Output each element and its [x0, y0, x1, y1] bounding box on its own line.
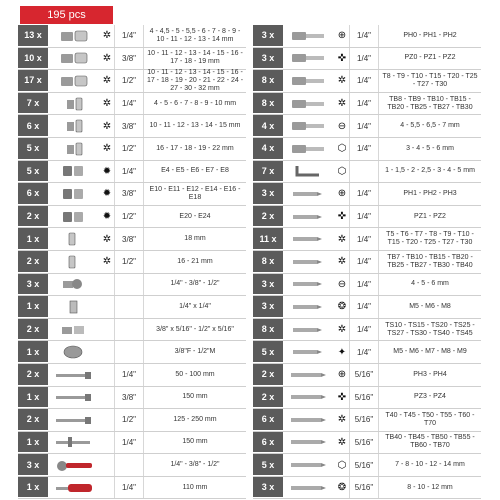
torx-icon: ✲: [337, 436, 347, 448]
empty-symbol: [100, 274, 114, 296]
socket-long-icon: [48, 115, 100, 137]
size-range-cell: 1/4" x 1/4": [179, 302, 211, 310]
drive-size-cell: 1/4": [349, 319, 379, 341]
size-range-cell: PZ3 - PZ4: [414, 393, 446, 401]
size-range-cell: M5 - M6 - M7 - M8 - M9: [393, 348, 467, 356]
quantity-cell: 13 x: [18, 25, 48, 47]
socket-short-icon: [48, 48, 100, 70]
size-range-cell: PH0 - PH1 - PH2: [403, 31, 457, 39]
table-row: [18, 296, 246, 319]
socket-e-icon: [48, 161, 100, 183]
table-row: [253, 454, 481, 477]
quantity-cell: 8 x: [253, 70, 283, 92]
size-range-cell: PH1 - PH2 - PH3: [403, 189, 457, 197]
table-row: [18, 477, 246, 500]
size-range-cell: T5 - T6 - T7 - T8 - T9 - T10 - T15 - T20 - T25 - T27 - T30: [386, 231, 474, 247]
size-range-cell: PH3 - PH4: [413, 370, 447, 378]
size-range-cell: 3 - 4 - 5 - 6 mm: [406, 144, 454, 152]
quantity-cell: 5 x: [18, 161, 48, 183]
e-torx-icon: ✹: [102, 165, 112, 177]
drive-size-cell: 1/4": [114, 25, 144, 47]
drive-size-cell: 5/16": [349, 364, 379, 386]
torx-icon: ✲: [102, 75, 112, 87]
torx-icon: ✲: [337, 233, 347, 245]
bit-long-icon: [283, 477, 335, 499]
drive-size-cell: 1/4": [114, 364, 144, 386]
torx-icon: ✲: [337, 75, 347, 87]
size-range-cell: 4 - 5,5 - 6,5 - 7 mm: [400, 122, 460, 130]
pozidriv-icon: ✜: [337, 52, 347, 64]
drive-size-cell: [114, 319, 144, 341]
quantity-cell: 3 x: [18, 454, 48, 476]
bit-long-icon: [283, 387, 335, 409]
drive-size-cell: 1/2": [114, 70, 144, 92]
quantity-cell: 6 x: [18, 183, 48, 205]
drive-size-cell: 5/16": [349, 477, 379, 499]
phillips-icon: ⊕: [337, 30, 347, 42]
size-range-cell: 1/4" - 3/8" - 1/2": [170, 280, 220, 288]
torx-icon: ✲: [337, 256, 347, 268]
socket-short-icon: [48, 25, 100, 47]
drive-size-cell: 5/16": [349, 387, 379, 409]
hex-icon: ⬡: [337, 143, 347, 155]
torx-icon: ✲: [337, 324, 347, 336]
quantity-cell: 2 x: [253, 206, 283, 228]
table-row: [253, 387, 481, 410]
size-range-cell: 3/8"F - 1/2"M: [174, 348, 216, 356]
socket-long-icon: [48, 93, 100, 115]
torx-icon: ✲: [102, 256, 112, 268]
quantity-cell: 4 x: [253, 138, 283, 160]
table-row: [253, 93, 481, 116]
drive-size-cell: 1/2": [114, 251, 144, 273]
quantity-cell: 1 x: [18, 296, 48, 318]
socket-long-icon: [48, 138, 100, 160]
size-range-cell: PZ0 - PZ1 - PZ2: [404, 54, 456, 62]
size-range-cell: 16 - 17 - 18 - 19 - 22 mm: [156, 144, 234, 152]
bit-socket-icon: [283, 25, 335, 47]
spark-plug-socket-icon: [48, 228, 100, 250]
bit-icon: [283, 251, 335, 273]
e-torx-icon: ✹: [102, 211, 112, 223]
bit-long-icon: [283, 409, 335, 431]
quantity-cell: 2 x: [18, 364, 48, 386]
t-handle-icon: [48, 432, 100, 454]
drive-size-cell: 1/4": [349, 183, 379, 205]
drive-size-cell: 5/16": [349, 432, 379, 454]
table-row: [253, 341, 481, 364]
drive-size-cell: 3/8": [114, 183, 144, 205]
quantity-cell: 10 x: [18, 48, 48, 70]
table-row: [18, 138, 246, 161]
size-range-cell: E4 - E5 - E6 - E7 - E8: [161, 167, 229, 175]
bit-socket-icon: [283, 138, 335, 160]
drive-size-cell: 1/4": [349, 274, 379, 296]
quantity-cell: 2 x: [18, 409, 48, 431]
spline-icon: ❂: [337, 301, 347, 313]
size-range-cell: 10 - 11 - 12 - 13 - 14 - 15 - 16 - 17 - 18 - 19 - 20 - 21 - 22 - 24 - 27 - 30 - 32 mm: [146, 68, 244, 92]
bit-icon: [283, 183, 335, 205]
drive-size-cell: [349, 161, 379, 183]
size-range-cell: 4 - 5 - 6 mm: [411, 280, 449, 288]
phillips-icon: ⊕: [337, 188, 347, 200]
pozidriv-icon: ✜: [337, 391, 347, 403]
size-range-cell: 1/4" - 3/8" - 1/2": [170, 461, 220, 469]
table-row: [253, 206, 481, 229]
bit-socket-icon: [283, 93, 335, 115]
table-row: [253, 48, 481, 71]
quantity-cell: 5 x: [253, 454, 283, 476]
quantity-cell: 5 x: [18, 138, 48, 160]
bit-socket-icon: [283, 70, 335, 92]
bit-socket-icon: [283, 115, 335, 137]
socket-e-icon: [48, 206, 100, 228]
drive-size-cell: 1/4": [349, 48, 379, 70]
table-row: [253, 115, 481, 138]
quantity-cell: 11 x: [253, 228, 283, 250]
drive-size-cell: 1/4": [114, 432, 144, 454]
torx-icon: ✲: [102, 98, 112, 110]
drive-size-cell: 1/4": [349, 93, 379, 115]
bit-long-icon: [283, 454, 335, 476]
table-row: [18, 432, 246, 455]
table-row: [18, 228, 246, 251]
size-range-cell: M5 - M6 - M8: [409, 302, 451, 310]
size-range-cell: E20 - E24: [179, 212, 211, 220]
drive-size-cell: 1/4": [349, 228, 379, 250]
slotted-icon: ⊖: [337, 120, 347, 132]
drive-size-cell: [114, 454, 144, 476]
table-row: [253, 228, 481, 251]
size-range-cell: 16 - 21 mm: [177, 257, 213, 265]
torx-icon: ✲: [102, 30, 112, 42]
drive-size-cell: [114, 296, 144, 318]
table-row: [18, 251, 246, 274]
size-range-cell: 1 - 1,5 - 2 - 2,5 - 3 - 4 - 5 mm: [385, 167, 475, 175]
table-row: [18, 387, 246, 410]
hex-key-icon: [283, 161, 335, 183]
quantity-cell: 3 x: [253, 274, 283, 296]
drive-size-cell: 3/8": [114, 115, 144, 137]
size-range-cell: 4 - 4,5 - 5 - 5,5 - 6 - 7 - 8 - 9 - 10 - 11 - 12 - 13 - 14 mm: [149, 27, 241, 43]
size-range-cell: 110 mm: [182, 483, 208, 491]
size-range-cell: T40 - T45 - T50 - T55 - T60 - T70: [385, 411, 475, 427]
phillips-icon: ⊕: [337, 369, 347, 381]
extension-bar-icon: [48, 364, 100, 386]
empty-symbol: [100, 296, 114, 318]
drive-size-cell: 1/4": [349, 138, 379, 160]
table-row: [253, 183, 481, 206]
size-range-cell: TB8 - TB9 - TB10 - TB15 - TB20 - TB25 - TB27 - TB30: [387, 95, 473, 111]
table-row: [253, 432, 481, 455]
drive-size-cell: 1/4": [349, 115, 379, 137]
spline-icon: ❂: [337, 482, 347, 494]
quantity-cell: 7 x: [253, 161, 283, 183]
quantity-cell: 6 x: [18, 115, 48, 137]
table-row: [18, 274, 246, 297]
pozidriv-icon: ✜: [337, 211, 347, 223]
table-row: [253, 251, 481, 274]
reducer-icon: [48, 341, 100, 363]
quantity-cell: 8 x: [253, 251, 283, 273]
empty-symbol: [100, 409, 114, 431]
table-row: [18, 115, 246, 138]
empty-symbol: [100, 477, 114, 499]
size-range-cell: 7 - 8 - 10 - 12 - 14 mm: [395, 461, 465, 469]
table-row: [18, 409, 246, 432]
size-range-cell: 3/8" x 5/16" - 1/2" x 5/16": [156, 325, 234, 333]
left-column: [18, 25, 246, 499]
bit-icon: [283, 341, 335, 363]
drive-size-cell: 1/4": [114, 477, 144, 499]
size-range-cell: 150 mm: [182, 393, 208, 401]
table-row: [253, 364, 481, 387]
quantity-cell: 5 x: [253, 341, 283, 363]
size-range-cell: 8 - 10 - 12 mm: [407, 483, 453, 491]
drive-size-cell: 3/8": [114, 387, 144, 409]
drive-size-cell: 5/16": [349, 409, 379, 431]
quantity-cell: 3 x: [253, 296, 283, 318]
quantity-cell: 3 x: [18, 274, 48, 296]
extension-bar-icon: [48, 409, 100, 431]
quantity-cell: 4 x: [253, 115, 283, 137]
table-row: [18, 161, 246, 184]
spark-plug-socket-icon: [48, 251, 100, 273]
table-row: [253, 161, 481, 184]
empty-symbol: [100, 319, 114, 341]
drive-size-cell: 5/16": [349, 454, 379, 476]
torx-icon: ✲: [337, 414, 347, 426]
table-row: [253, 319, 481, 342]
drive-size-cell: 1/2": [114, 409, 144, 431]
quantity-cell: 1 x: [18, 387, 48, 409]
drive-size-cell: 1/4": [349, 296, 379, 318]
size-range-cell: 4 - 5 - 6 - 7 - 8 - 9 - 10 mm: [153, 99, 237, 107]
e-torx-icon: ✹: [102, 188, 112, 200]
size-range-cell: 50 - 100 mm: [175, 370, 215, 378]
quantity-cell: 2 x: [253, 387, 283, 409]
slotted-icon: ⊖: [337, 278, 347, 290]
empty-symbol: [100, 341, 114, 363]
screwdriver-handle-icon: [48, 477, 100, 499]
bit-icon: [283, 274, 335, 296]
torx-icon: ✲: [102, 143, 112, 155]
piece-count-badge: 195 pcs: [20, 6, 113, 24]
drive-size-cell: 1/4": [349, 341, 379, 363]
bit-long-icon: [283, 364, 335, 386]
ratchet-icon: [48, 454, 100, 476]
hex-icon: ⬡: [337, 459, 347, 471]
size-range-cell: TB40 - TB45 - TB50 - TB55 - TB60 - TB70: [385, 434, 475, 450]
table-row: [253, 274, 481, 297]
quantity-cell: 1 x: [18, 477, 48, 499]
empty-symbol: [100, 387, 114, 409]
table-row: [18, 364, 246, 387]
drive-size-cell: 1/2": [114, 138, 144, 160]
bit-long-icon: [283, 432, 335, 454]
quantity-cell: 2 x: [18, 251, 48, 273]
right-column: [253, 25, 481, 499]
drive-size-cell: 1/4": [114, 161, 144, 183]
quantity-cell: 3 x: [253, 25, 283, 47]
drive-size-cell: 1/4": [349, 206, 379, 228]
extension-bar-icon: [48, 387, 100, 409]
quantity-cell: 6 x: [253, 432, 283, 454]
drive-size-cell: 1/4": [349, 70, 379, 92]
empty-symbol: [100, 454, 114, 476]
table-row: [253, 477, 481, 500]
table-row: [18, 206, 246, 229]
bit-icon: [283, 319, 335, 341]
table-row: [18, 93, 246, 116]
size-range-cell: 150 mm: [182, 438, 208, 446]
bit-adapter-icon: [48, 319, 100, 341]
size-range-cell: 10 - 11 - 12 - 13 - 14 - 15 mm: [149, 122, 241, 130]
table-row: [18, 454, 246, 477]
quantity-cell: 1 x: [18, 228, 48, 250]
adapter-icon: [48, 296, 100, 318]
empty-symbol: [100, 364, 114, 386]
table-row: [253, 25, 481, 48]
table-row: [18, 70, 246, 93]
drive-size-cell: [114, 274, 144, 296]
quantity-cell: 8 x: [253, 93, 283, 115]
universal-joint-icon: [48, 274, 100, 296]
size-range-cell: 10 - 11 - 12 - 13 - 14 - 15 - 16 - 17 - 18 - 19 mm: [147, 50, 243, 66]
table-row: [253, 70, 481, 93]
size-range-cell: 18 mm: [184, 235, 206, 243]
torx-icon: ✲: [102, 52, 112, 64]
bit-icon: [283, 206, 335, 228]
drive-size-cell: 3/8": [114, 228, 144, 250]
bit-socket-icon: [283, 48, 335, 70]
drive-size-cell: 1/4": [114, 93, 144, 115]
torx-icon: ✲: [102, 120, 112, 132]
size-range-cell: E10 - E11 - E12 - E14 - E16 - E18: [149, 185, 241, 201]
table-row: [253, 296, 481, 319]
drive-size-cell: 1/4": [349, 251, 379, 273]
socket-short-icon: [48, 70, 100, 92]
quantity-cell: 3 x: [253, 48, 283, 70]
quantity-cell: 3 x: [253, 183, 283, 205]
bit-icon: [283, 228, 335, 250]
table-row: [18, 48, 246, 71]
triwing-icon: ✦: [337, 346, 347, 358]
quantity-cell: 1 x: [18, 432, 48, 454]
table-row: [18, 341, 246, 364]
bit-icon: [283, 296, 335, 318]
quantity-cell: 1 x: [18, 341, 48, 363]
torx-icon: ✲: [337, 98, 347, 110]
size-range-cell: T8 - T9 - T10 - T15 - T20 - T25 - T27 - T30: [382, 72, 478, 88]
quantity-cell: 2 x: [18, 206, 48, 228]
socket-e-icon: [48, 183, 100, 205]
quantity-cell: 2 x: [18, 319, 48, 341]
drive-size-cell: 3/8": [114, 48, 144, 70]
size-range-cell: 125 - 250 mm: [173, 415, 217, 423]
empty-symbol: [100, 432, 114, 454]
torx-icon: ✲: [102, 233, 112, 245]
quantity-cell: 7 x: [18, 93, 48, 115]
quantity-cell: 3 x: [253, 477, 283, 499]
table-row: [18, 183, 246, 206]
drive-size-cell: 1/4": [349, 25, 379, 47]
size-range-cell: TB7 - TB10 - TB15 - TB20 - TB25 - TB27 - TB30 - TB40: [387, 253, 473, 269]
table-row: [18, 319, 246, 342]
table-row: [18, 25, 246, 48]
quantity-cell: 8 x: [253, 319, 283, 341]
quantity-cell: 2 x: [253, 364, 283, 386]
drive-size-cell: [114, 341, 144, 363]
drive-size-cell: 1/2": [114, 206, 144, 228]
table-row: [253, 409, 481, 432]
table-row: [253, 138, 481, 161]
size-range-cell: PZ1 - PZ2: [414, 212, 446, 220]
hex-icon: ⬡: [337, 165, 347, 177]
quantity-cell: 17 x: [18, 70, 48, 92]
quantity-cell: 6 x: [253, 409, 283, 431]
size-range-cell: TS10 - TS15 - TS20 - TS25 - TS27 - TS30 - TS40 - TS45: [385, 321, 475, 337]
